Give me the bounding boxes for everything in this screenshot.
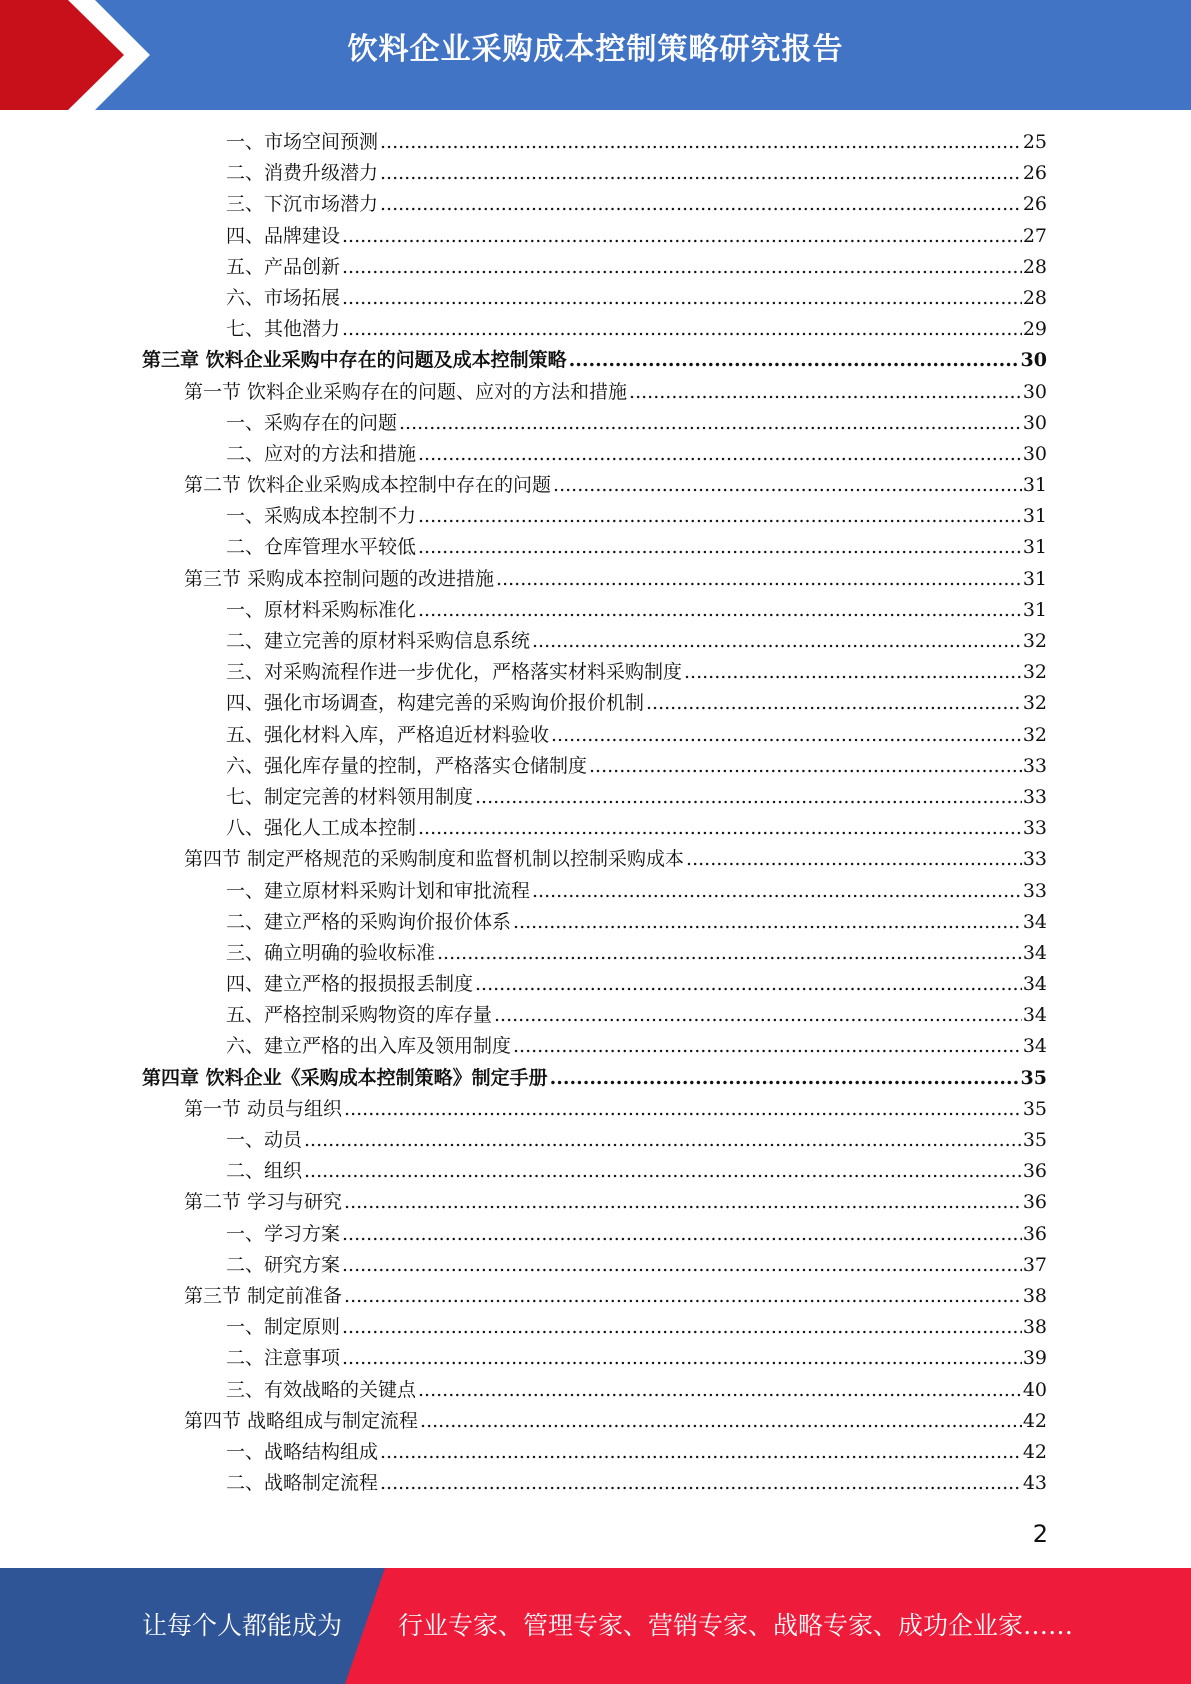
toc-entry-title: 二、消费升级潜力 [226, 162, 379, 185]
toc-dot-leader [437, 938, 1022, 969]
toc-section-row[interactable] [184, 377, 1047, 408]
toc-dot-leader [629, 377, 1022, 408]
toc-item-row[interactable] [226, 252, 1047, 283]
toc-item-row[interactable] [226, 501, 1047, 532]
toc-page-number: 36 [1022, 1222, 1047, 1245]
toc-dot-leader [342, 1343, 1022, 1374]
toc-dot-leader [418, 439, 1022, 470]
toc-item-row[interactable] [226, 813, 1047, 844]
toc-page-number: 31 [1022, 536, 1047, 559]
toc-page-number: 32 [1022, 723, 1047, 746]
toc-section-row[interactable] [184, 1187, 1047, 1218]
toc-item-row[interactable] [226, 1437, 1047, 1468]
toc-entry-title: 一、制定原则 [226, 1316, 341, 1339]
toc-item-row[interactable] [226, 1219, 1047, 1250]
toc-item-row[interactable] [226, 1156, 1047, 1187]
toc-dot-leader [513, 907, 1022, 938]
toc-page-number: 43 [1022, 1472, 1047, 1495]
toc-page-number: 28 [1022, 255, 1047, 278]
toc-dot-leader [344, 1281, 1022, 1312]
page-footer [0, 1568, 1191, 1684]
toc-entry-title: 二、建立严格的采购询价报价体系 [226, 910, 512, 933]
toc-entry-title: 一、采购存在的问题 [226, 411, 398, 434]
toc-dot-leader [513, 1031, 1022, 1062]
toc-entry-title: 第二节 饮料企业采购成本控制中存在的问题 [184, 474, 552, 497]
toc-entry-title: 第一节 动员与组织 [184, 1097, 343, 1120]
toc-dot-leader [418, 1375, 1022, 1406]
toc-entry-title: 一、原材料采购标准化 [226, 598, 417, 621]
toc-entry-title: 一、采购成本控制不力 [226, 505, 417, 528]
toc-item-row[interactable] [226, 876, 1047, 907]
toc-dot-leader [475, 782, 1022, 813]
toc-page-number: 30 [1022, 411, 1047, 434]
toc-item-row[interactable] [226, 1250, 1047, 1281]
toc-page-number: 34 [1022, 941, 1047, 964]
toc-dot-leader [418, 501, 1022, 532]
toc-page-number: 38 [1022, 1284, 1047, 1307]
toc-dot-leader [342, 1312, 1022, 1343]
toc-dot-leader [342, 221, 1022, 252]
toc-item-row[interactable] [226, 938, 1047, 969]
toc-item-row[interactable] [226, 127, 1047, 158]
toc-page-number: 32 [1022, 630, 1047, 652]
footer-slogan-left: 让每个人都能成为 [142, 1611, 343, 1640]
toc-page-number: 42 [1022, 1409, 1047, 1432]
toc-dot-leader [304, 1156, 1022, 1187]
toc-dot-leader [380, 1468, 1022, 1499]
toc-dot-leader [494, 1000, 1022, 1031]
toc-page-number: 26 [1022, 162, 1047, 185]
toc-entry-title: 第二节 学习与研究 [184, 1191, 343, 1214]
toc-dot-leader [380, 158, 1022, 189]
toc-item-row[interactable] [226, 720, 1047, 751]
toc-section-row[interactable] [184, 1094, 1047, 1125]
toc-page-number: 36 [1022, 1191, 1047, 1214]
toc-dot-leader [380, 127, 1022, 158]
toc-item-row[interactable] [226, 969, 1047, 1000]
toc-page-number: 26 [1022, 193, 1047, 216]
toc-entry-title: 五、强化材料入库，严格追近材料验收 [226, 723, 550, 746]
toc-page-number: 33 [1022, 817, 1047, 840]
toc-dot-leader [342, 283, 1022, 314]
toc-entry-title: 三、确立明确的验收标准 [226, 941, 436, 964]
toc-entry-title: 第一节 饮料企业采购存在的问题、应对的方法和措施 [184, 380, 628, 403]
toc-page-number: 40 [1022, 1378, 1047, 1401]
toc-entry-title: 二、建立完善的原材料采购信息系统 [226, 630, 531, 652]
toc-dot-leader [569, 345, 1020, 376]
toc-dot-leader [496, 564, 1022, 595]
toc-entry-title: 四、品牌建设 [226, 224, 341, 247]
toc-item-row[interactable] [226, 1000, 1047, 1031]
toc-entry-title: 第四节 制定严格规范的采购制度和监督机制以控制采购成本 [184, 848, 685, 871]
toc-entry-title: 四、强化市场调查，构建完善的采购询价报价机制 [226, 692, 645, 715]
page-header [0, 0, 1191, 110]
table-of-contents [0, 127, 1191, 1499]
toc-entry-title: 五、产品创新 [226, 255, 341, 278]
toc-page-number: 34 [1022, 910, 1047, 933]
toc-dot-leader [475, 969, 1022, 1000]
toc-entry-title: 第三节 制定前准备 [184, 1284, 343, 1307]
toc-entry-title: 第三章 饮料企业采购中存在的问题及成本控制策略 [142, 349, 567, 372]
toc-item-row[interactable] [226, 1375, 1047, 1406]
toc-item-row[interactable] [226, 595, 1047, 626]
toc-entry-title: 二、战略制定流程 [226, 1472, 379, 1495]
toc-page-number: 28 [1022, 286, 1047, 309]
toc-entry-title: 七、其他潜力 [226, 318, 341, 341]
toc-page-number: 38 [1022, 1316, 1047, 1339]
toc-dot-leader [342, 1219, 1022, 1250]
toc-entry-title: 第四节 战略组成与制定流程 [184, 1409, 419, 1432]
toc-entry-title: 七、制定完善的材料领用制度 [226, 785, 474, 808]
toc-dot-leader [550, 1063, 1020, 1094]
toc-dot-leader [399, 408, 1022, 439]
toc-entry-title: 四、建立严格的报损报丢制度 [226, 973, 474, 996]
toc-item-row[interactable] [226, 1343, 1047, 1374]
toc-item-row[interactable] [226, 439, 1047, 470]
toc-dot-leader [646, 688, 1022, 719]
toc-page-number: 33 [1022, 848, 1047, 871]
toc-item-row[interactable] [226, 1468, 1047, 1499]
toc-item-row[interactable] [226, 314, 1047, 345]
toc-page-number: 31 [1022, 567, 1047, 590]
toc-dot-leader [344, 1187, 1022, 1218]
toc-dot-leader [418, 595, 1022, 626]
toc-section-row[interactable] [184, 470, 1047, 501]
toc-page-number: 34 [1022, 1035, 1047, 1058]
toc-section-row[interactable] [184, 1281, 1047, 1312]
toc-page-number: 25 [1022, 131, 1047, 153]
toc-entry-title: 二、仓库管理水平较低 [226, 536, 417, 559]
toc-page-number: 35 [1022, 1097, 1047, 1120]
toc-entry-title: 二、组织 [226, 1160, 303, 1183]
toc-page-number: 34 [1022, 973, 1047, 996]
toc-item-row[interactable] [226, 751, 1047, 782]
toc-dot-leader [589, 751, 1022, 782]
toc-entry-title: 一、战略结构组成 [226, 1440, 379, 1463]
toc-dot-leader [418, 532, 1022, 563]
toc-entry-title: 六、市场拓展 [226, 286, 341, 309]
toc-page-number: 35 [1022, 1129, 1047, 1151]
toc-chapter-row[interactable] [142, 1063, 1047, 1094]
toc-dot-leader [342, 314, 1022, 345]
toc-entry-title: 三、对采购流程作进一步优化，严格落实材料采购制度 [226, 661, 683, 684]
toc-page-number: 30 [1022, 380, 1047, 403]
toc-page-number: 39 [1022, 1347, 1047, 1370]
toc-item-row[interactable] [226, 221, 1047, 252]
toc-entry-title: 二、注意事项 [226, 1347, 341, 1370]
toc-item-row[interactable] [226, 907, 1047, 938]
toc-chapter-row[interactable] [142, 345, 1047, 376]
toc-page-number: 29 [1022, 318, 1047, 341]
toc-entry-title: 八、强化人工成本控制 [226, 817, 417, 840]
toc-section-row[interactable] [184, 564, 1047, 595]
toc-page-number: 37 [1022, 1253, 1047, 1276]
toc-dot-leader [684, 657, 1022, 688]
toc-entry-title: 六、建立严格的出入库及领用制度 [226, 1035, 512, 1058]
toc-page-number: 36 [1022, 1160, 1047, 1183]
toc-page-number: 34 [1022, 1004, 1047, 1027]
toc-item-row[interactable] [226, 189, 1047, 220]
toc-entry-title: 一、建立原材料采购计划和审批流程 [226, 879, 531, 902]
toc-entry-title: 一、动员 [226, 1129, 303, 1151]
toc-dot-leader [532, 626, 1022, 657]
toc-entry-title: 三、下沉市场潜力 [226, 193, 379, 216]
toc-dot-leader [553, 470, 1022, 501]
toc-item-row[interactable] [226, 158, 1047, 189]
toc-page-number: 27 [1022, 224, 1047, 247]
toc-item-row[interactable] [226, 1031, 1047, 1062]
toc-dot-leader [532, 876, 1022, 907]
toc-entry-title: 第三节 采购成本控制问题的改进措施 [184, 567, 495, 590]
toc-dot-leader [418, 813, 1022, 844]
toc-page-number: 33 [1022, 754, 1047, 777]
toc-entry-title: 二、研究方案 [226, 1253, 341, 1276]
toc-dot-leader [380, 189, 1022, 220]
toc-item-row[interactable] [226, 688, 1047, 719]
toc-page-number: 33 [1022, 785, 1047, 808]
toc-page-number: 30 [1020, 349, 1047, 372]
toc-item-row[interactable] [226, 1312, 1047, 1343]
toc-page-number: 32 [1022, 692, 1047, 715]
toc-page-number: 30 [1022, 442, 1047, 465]
toc-dot-leader [342, 252, 1022, 283]
toc-item-row[interactable] [226, 626, 1047, 657]
toc-page-number: 35 [1020, 1066, 1047, 1089]
toc-entry-title: 三、有效战略的关键点 [226, 1378, 417, 1401]
toc-entry-title: 第四章 饮料企业《采购成本控制策略》制定手册 [142, 1066, 548, 1089]
toc-item-row[interactable] [226, 782, 1047, 813]
toc-entry-title: 六、强化库存量的控制，严格落实仓储制度 [226, 754, 588, 777]
toc-section-row[interactable] [184, 1406, 1047, 1437]
toc-section-row[interactable] [184, 844, 1047, 875]
toc-dot-leader [344, 1094, 1022, 1125]
toc-entry-title: 五、严格控制采购物资的库存量 [226, 1004, 493, 1027]
toc-dot-leader [380, 1437, 1022, 1468]
toc-page-number: 33 [1022, 879, 1047, 902]
header-title: 饮料企业采购成本控制策略研究报告 [347, 32, 844, 67]
toc-dot-leader [686, 844, 1022, 875]
toc-item-row[interactable] [226, 408, 1047, 439]
toc-dot-leader [420, 1406, 1022, 1437]
toc-entry-title: 一、市场空间预测 [226, 131, 379, 153]
toc-dot-leader [342, 1250, 1022, 1281]
toc-page-number: 31 [1022, 598, 1047, 621]
page-number: 2 [1032, 1520, 1048, 1548]
toc-page-number: 42 [1022, 1440, 1047, 1463]
toc-entry-title: 二、应对的方法和措施 [226, 442, 417, 465]
toc-item-row[interactable] [226, 657, 1047, 688]
toc-page-number: 31 [1022, 474, 1047, 497]
footer-slogan-right: 行业专家、管理专家、营销专家、战略专家、成功企业家…… [398, 1611, 1074, 1640]
toc-dot-leader [304, 1125, 1022, 1156]
toc-item-row[interactable] [226, 532, 1047, 563]
toc-page-number: 31 [1022, 505, 1047, 528]
toc-page-number: 32 [1022, 661, 1047, 684]
toc-dot-leader [551, 720, 1022, 751]
toc-entry-title: 一、学习方案 [226, 1222, 341, 1245]
toc-item-row[interactable] [226, 283, 1047, 314]
toc-item-row[interactable] [226, 1125, 1047, 1156]
